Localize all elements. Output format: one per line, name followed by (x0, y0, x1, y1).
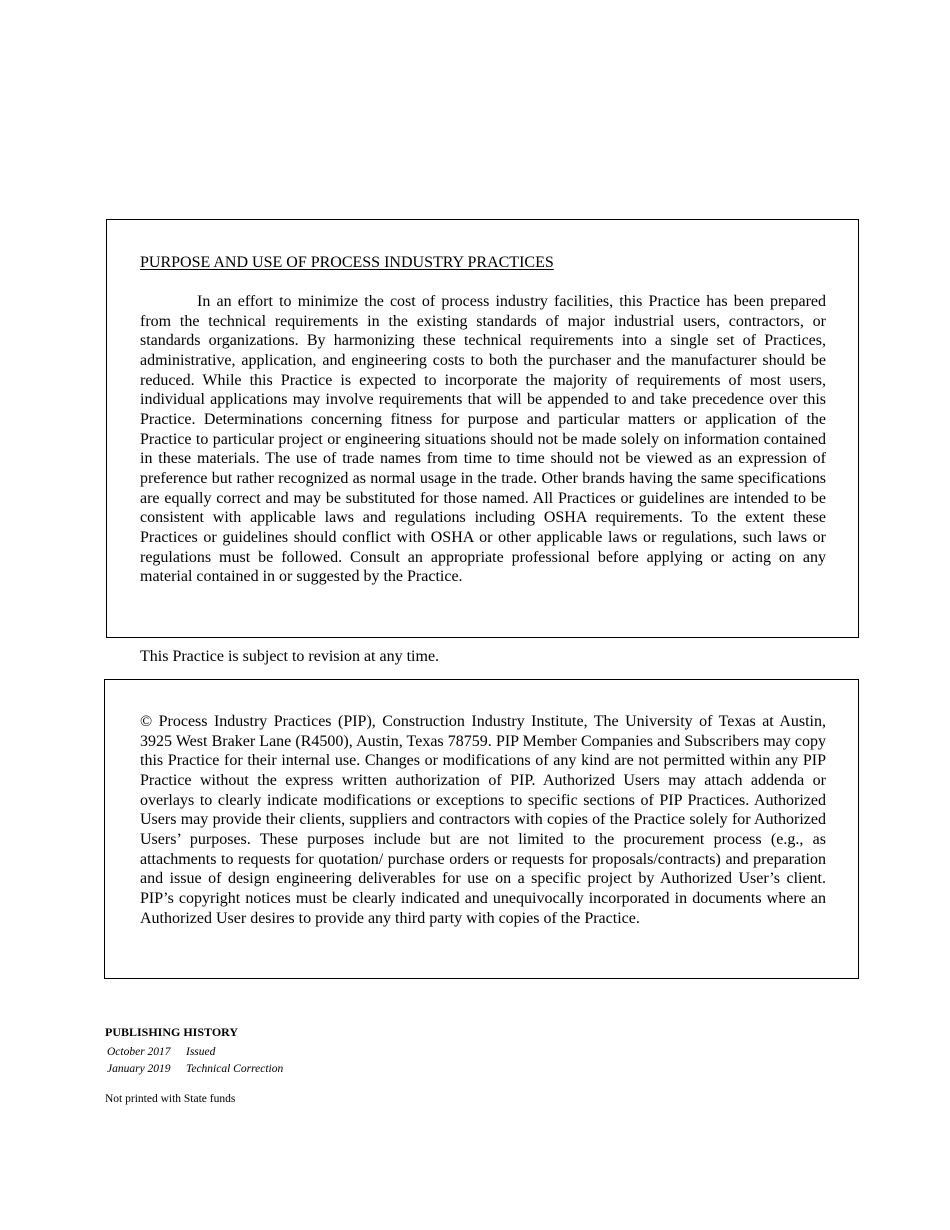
history-date: January 2019 (107, 1063, 171, 1075)
copyright-section-box (104, 679, 859, 979)
publishing-history-entry (107, 1062, 283, 1076)
purpose-heading: PURPOSE AND USE OF PROCESS INDUSTRY PRACTICES (140, 254, 554, 271)
history-status: Technical Correction (186, 1063, 284, 1075)
revision-note: This Practice is subject to revision at any time. (140, 648, 440, 665)
purpose-section-box (106, 219, 859, 638)
publishing-history-entry (107, 1045, 215, 1059)
footer-note: Not printed with State funds (105, 1093, 236, 1105)
purpose-paragraph: In an effort to minimize the cost of process industry facilities, this Practice has been prepared from the technical requirements in the existing standards of major industrial users, contractors, or standards organizations. By harmonizing these technical requirements into a single set of Practices, administrative, application, and engineering costs to both the purchaser and the manufacturer should be reduced. While this Practice is expected to incorporate the majority of requirements of most users, individual applications may involve requirements that will be appended to and take precedence over this Practice. Determinations concerning fitness for purpose and particular matters or application of the Practice to particular project or engineering situations should not be made solely on information contained in these materials. The use of trade names from time to time should not be viewed as an expression of preference but rather recognized as normal usage in the trade. Other brands having the same specifications are equally correct and may be substituted for those named. All Practices or guidelines are intended to be consistent with applicable laws and regulations including OSHA requirements. To the extent these Practices or guidelines should conflict with OSHA or other applicable laws or regulations, such laws or regulations must be followed. Consult an appropriate professional before applying or acting on any material contained in or suggested by the Practice. (140, 293, 826, 586)
history-status: Issued (186, 1046, 216, 1058)
publishing-history-title: PUBLISHING HISTORY (105, 1025, 239, 1039)
history-date: October 2017 (107, 1046, 171, 1058)
copyright-paragraph: © Process Industry Practices (PIP), Construction Industry Institute, The University of Texas at Austin, 3925 West Braker Lane (R4500), Austin, Texas 78759. PIP Member Companies and Subscribers may copy this Practice for their internal use. Changes or modifications of any kind are not permitted within any PIP Practice without the express written authorization of PIP. Authorized Users may attach addenda or overlays to clearly indicate modifications or exceptions to specific sections of PIP Practices. Authorized Users may provide their clients, suppliers and contractors with copies of the Practice solely for Authorized Users’ purposes. These purposes include but are not limited to the procurement process (e.g., as attachments to requests for quotation/ purchase orders or requests for proposals/contracts) and preparation and issue of design engineering deliverables for use on a specific project by Authorized User’s client. PIP’s copyright notices must be clearly indicated and unequivocally incorporated in documents where an Authorized User desires to provide any third party with copies of the Practice. (140, 713, 826, 927)
